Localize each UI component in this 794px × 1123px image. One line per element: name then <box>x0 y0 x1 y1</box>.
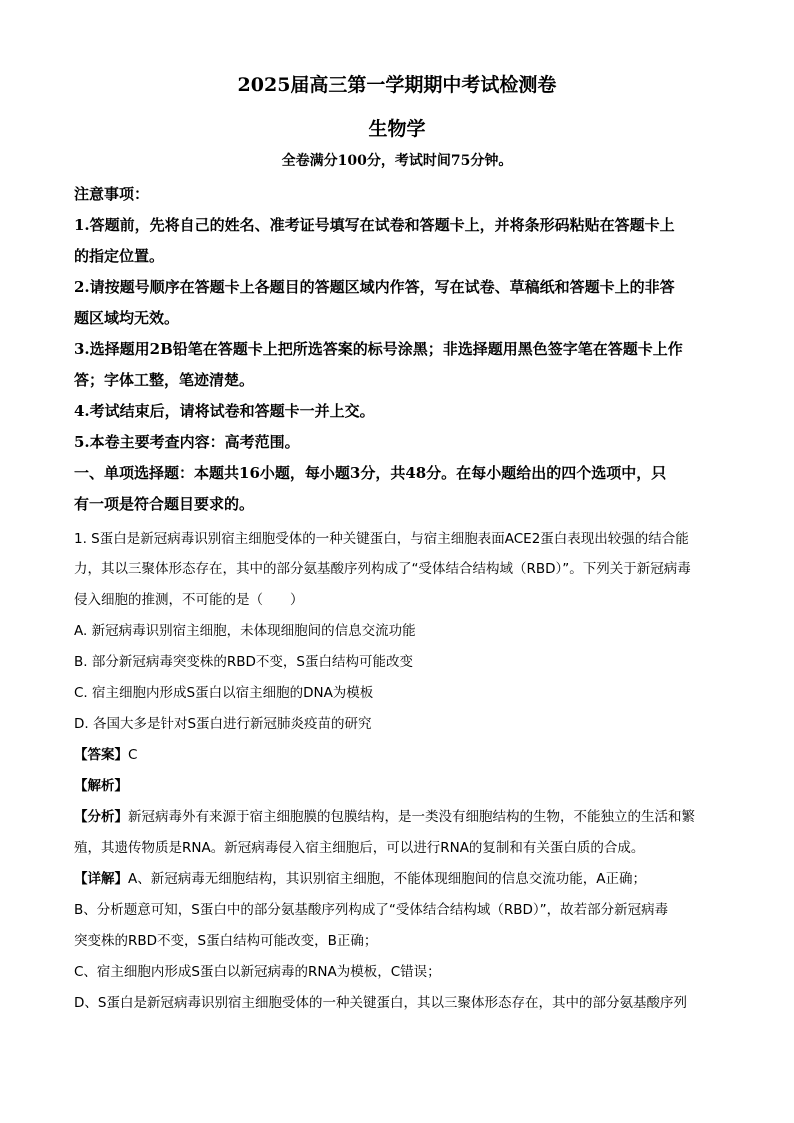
fenxi-text: 新冠病毒外有来源于宿主细胞膜的包膜结构，是一类没有细胞结构的生物，不能独立的生活和繁 <box>128 809 695 825</box>
xiangjie-row <box>74 867 724 887</box>
xiangjie-text: C、宿主细胞内形成S蛋白以新冠病毒的RNA为模板，C错误； <box>74 964 441 980</box>
question-stem: 侵入细胞的推测，不可能的是（ ） <box>74 592 304 608</box>
xiangjie-text: 突变株的RBD不变，S蛋白结构可能改变，B正确； <box>74 933 378 949</box>
xiangjie-text: B、分析题意可知，S蛋白中的部分氨基酸序列构成了“受体结合结构域（RBD）”，故若部分新冠病毒 <box>74 902 669 918</box>
answer-label: 【答案】 <box>74 747 128 763</box>
fenxi-row <box>74 805 724 825</box>
subject-title: 生物学 <box>368 118 426 140</box>
analysis-row <box>74 774 724 794</box>
notes-line: 的指定位置。 <box>74 247 165 265</box>
answer-value: C <box>128 747 138 763</box>
fenxi-text: 殖，其遗传物质是RNA。新冠病毒侵入宿主细胞后，可以进行RNA的复制和有关蛋白质的合成。 <box>74 840 645 856</box>
option-a: A. 新冠病毒识别宿主细胞，未体现细胞间的信息交流功能 <box>74 623 416 639</box>
notes-heading: 注意事项： <box>74 185 150 203</box>
analysis-label: 【解析】 <box>74 778 128 794</box>
section-heading: 有一项是符合题目要求的。 <box>74 495 255 513</box>
notes-line: 3.选择题用2B铅笔在答题卡上把所选答案的标号涂黑；非选择题用黑色签字笔在答题卡上作 <box>74 340 683 358</box>
exam-info: 全卷满分100分，考试时间75分钟。 <box>281 153 513 169</box>
option-c: C. 宿主细胞内形成S蛋白以宿主细胞的DNA为模板 <box>74 685 374 701</box>
notes-line: 4.考试结束后，请将试卷和答题卡一并上交。 <box>74 402 375 420</box>
xiangjie-text: A、新冠病毒无细胞结构，其识别宿主细胞，不能体现细胞间的信息交流功能，A正确； <box>128 871 646 887</box>
fenxi-label: 【分析】 <box>74 809 128 825</box>
notes-line: 1.答题前，先将自己的姓名、准考证号填写在试卷和答题卡上，并将条形码粘贴在答题卡上 <box>74 216 675 234</box>
option-b: B. 部分新冠病毒突变株的RBD不变，S蛋白结构可能改变 <box>74 654 413 670</box>
notes-line: 题区域均无效。 <box>74 309 180 327</box>
option-d: D. 各国大多是针对S蛋白进行新冠肺炎疫苗的研究 <box>74 716 372 732</box>
answer-row <box>74 743 724 763</box>
xiangjie-text: D、S蛋白是新冠病毒识别宿主细胞受体的一种关键蛋白，其以三聚体形态存在，其中的部分氨基酸序列 <box>74 995 687 1011</box>
notes-line: 5.本卷主要考查内容：高考范围。 <box>74 433 300 451</box>
exam-title: 2025届高三第一学期期中考试检测卷 <box>237 74 557 96</box>
question-stem: 力，其以三聚体形态存在，其中的部分氨基酸序列构成了“受体结合结构域（RBD）”。下列关于新冠病毒 <box>74 561 691 577</box>
xiangjie-label: 【详解】 <box>74 871 128 887</box>
notes-line: 答；字体工整，笔迹清楚。 <box>74 371 255 389</box>
section-heading: 一、单项选择题：本题共16小题，每小题3分，共48分。在每小题给出的四个选项中，只 <box>74 464 667 482</box>
question-stem: 1. S蛋白是新冠病毒识别宿主细胞受体的一种关键蛋白，与宿主细胞表面ACE2蛋白表现出较强的结合能 <box>74 531 689 547</box>
notes-line: 2.请按题号顺序在答题卡上各题目的答题区域内作答，写在试卷、草稿纸和答题卡上的非答 <box>74 278 675 296</box>
